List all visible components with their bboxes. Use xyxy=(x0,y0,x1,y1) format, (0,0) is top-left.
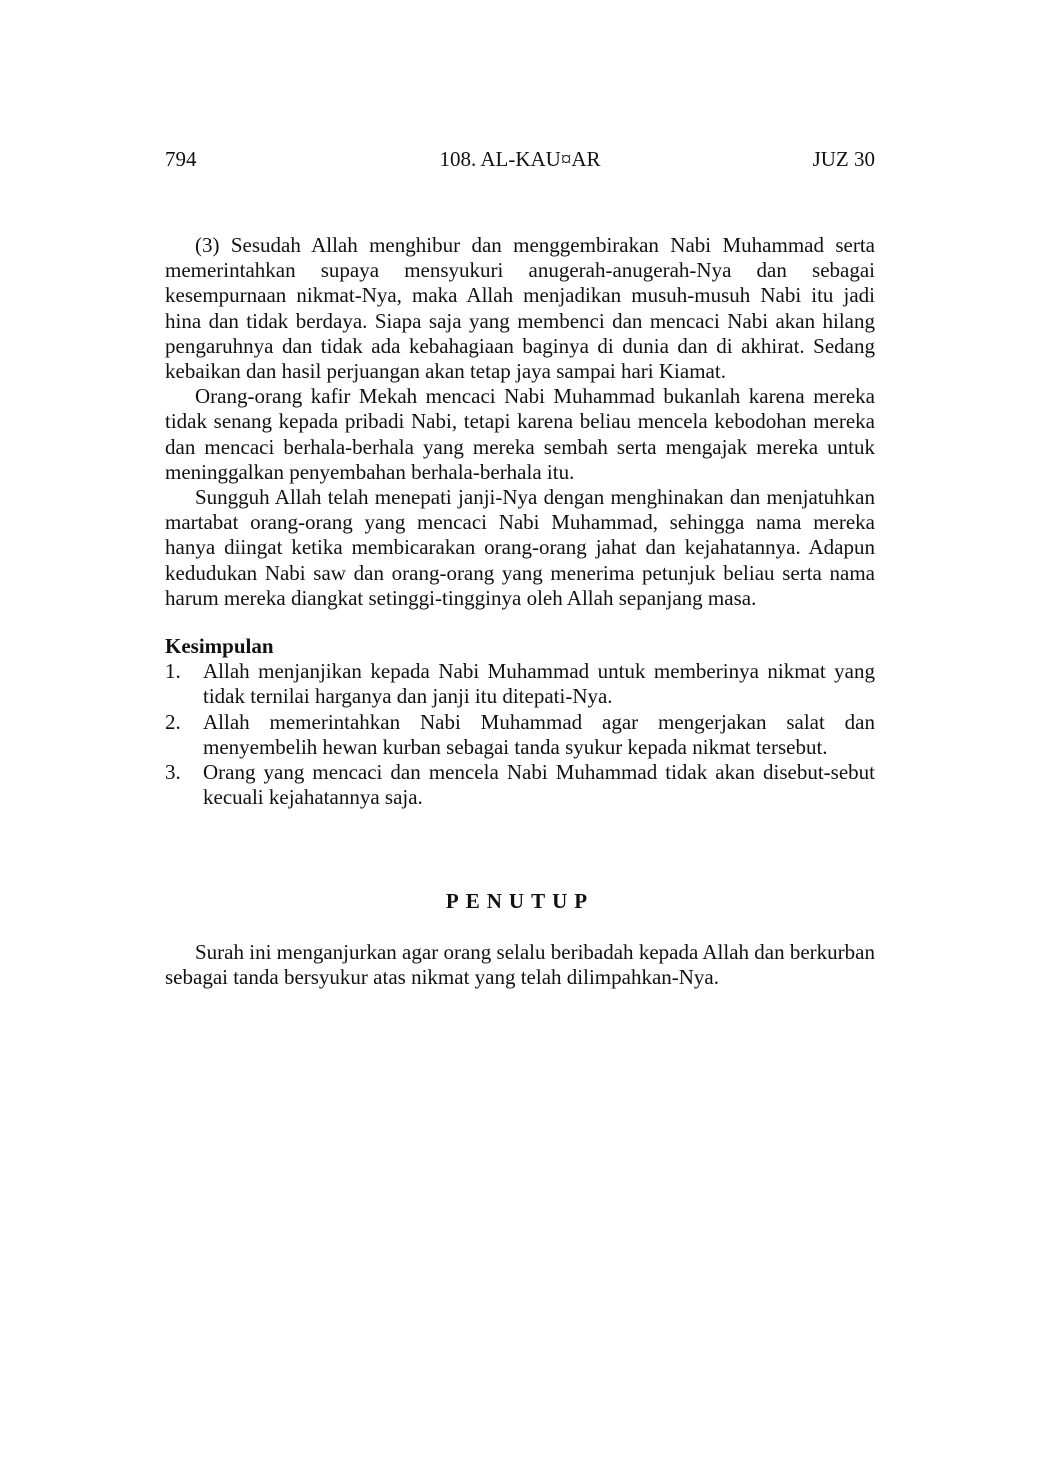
page-header xyxy=(165,144,875,174)
paragraph: (3) Sesudah Allah menghibur dan menggembirakan Nabi Muhammad serta memerintahkan supaya mensyukuri anugerah-anugerah-Nya dan sebagai kesempurnaan nikmat-Nya, maka Allah menjadikan musuh-musuh Nabi itu jadi hina dan tidak berdaya. Siapa saja yang membenci dan mencaci Nabi akan hilang pengaruhnya dan tidak ada kebahagiaan baginya di dunia dan di akhirat. Sedang kebaikan dan hasil perjuangan akan tetap jaya sampai hari Kiamat. xyxy=(165,233,875,384)
conclusion-item-number: 2. xyxy=(165,709,181,734)
conclusion-item-text: Orang yang mencaci dan mencela Nabi Muhammad tidak akan disebut-sebut kecuali kejahatannya saja. xyxy=(203,760,875,810)
closing-paragraph: Surah ini menganjurkan agar orang selalu beribadah kepada Allah dan berkurban sebagai tanda bersyukur atas nikmat yang telah dilimpahkan-Nya. xyxy=(165,939,875,989)
conclusion-item-number: 1. xyxy=(165,659,181,684)
page-number: 794 xyxy=(165,147,197,171)
juz-label: JUZ 30 xyxy=(812,147,875,171)
paragraph: Orang-orang kafir Mekah mencaci Nabi Muhammad bukanlah karena mereka tidak senang kepada pribadi Nabi, tetapi karena beliau mencela kebodohan mereka dan mencaci berhala-berhala yang mereka sembah serta mengajak mereka untuk meninggalkan penyembahan berhala-berhala itu. xyxy=(165,384,875,484)
conclusion-item-text: Allah menjanjikan kepada Nabi Muhammad untuk memberinya nikmat yang tidak ternilai harganya dan janji itu ditepati-Nya. xyxy=(203,659,875,709)
conclusion-list xyxy=(165,659,875,810)
conclusion-item xyxy=(165,760,875,810)
conclusion-item-text: Allah memerintahkan Nabi Muhammad agar mengerjakan salat dan menyembelih hewan kurban sebagai tanda syukur kepada nikmat tersebut. xyxy=(203,709,875,759)
conclusion-item-number: 3. xyxy=(165,760,181,785)
conclusion-item xyxy=(165,659,875,709)
conclusion-heading: Kesimpulan xyxy=(165,634,274,659)
paragraph: Sungguh Allah telah menepati janji-Nya dengan menghinakan dan menjatuhkan martabat orang-orang yang mencaci Nabi Muhammad, sehingga nama mereka hanya diingat ketika membicarakan orang-orang jahat dan kejahatannya. Adapun kedudukan Nabi saw dan orang-orang yang menerima petunjuk beliau serta nama harum mereka diangkat setinggi-tingginya oleh Allah sepanjang masa. xyxy=(165,485,875,610)
closing-title: PENUTUP xyxy=(445,889,595,914)
page-body xyxy=(165,233,875,990)
conclusion-item xyxy=(165,710,875,760)
surah-title: 108. AL-KAU¤AR xyxy=(439,147,601,171)
